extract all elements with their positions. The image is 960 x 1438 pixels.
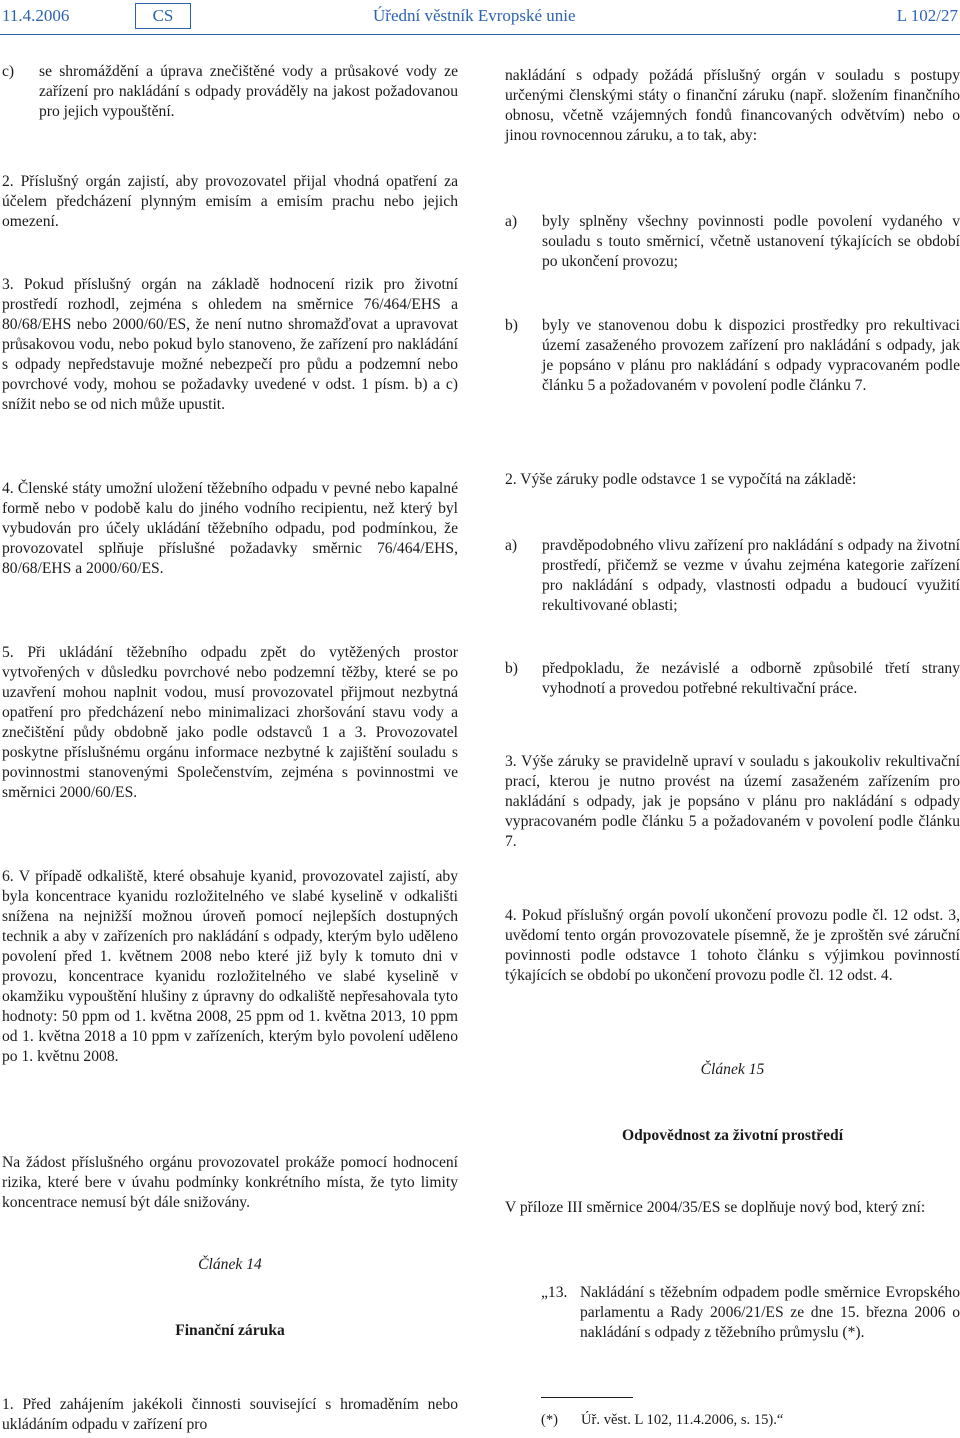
right-item-b2 [505,659,960,699]
left-paragraph-5: 5. Při ukládání těžebního odpadu zpět do vytěžených prostor vytvořených v důsledku povrchové nebo podzemní těžby, které se po uzavření mohou naplnit vodou, musí provozovatel přijmout nezbytná opatření pro předcházení nebo minimalizaci zhoršování stavu vody a znečištění půdy obdobně jako podle odstavců 1 a 3. Provozovatel poskytne příslušnému orgánu informace nezbytné k zajištění souladu s povinnostmi stanovenými Společenstvím, zejména s povinnostmi ve směrnici 2000/60/ES. [2,644,458,801]
article-14-title: Finanční záruka [175,1322,285,1339]
left-item-c [2,62,458,122]
right-item-a2 [505,536,960,616]
left-paragraph-4: 4. Členské státy umožní uložení těžebního odpadu v pevné nebo kapalné formě nebo v podobě kalu do jiného vodního recipientu, než který byl vybudován pro účely ukládání těžebního odpadu, pod podmínkou, že provozovatel splňuje příslušné požadavky směrnic 76/464/EHS, 80/68/EHS a 2000/60/ES. [2,480,458,577]
right-item-a2-label: a) [505,537,518,554]
left-paragraph-7: Na žádost příslušného orgánu provozovatel prokáže pomocí hodnocení rizika, které bere v úvahu podmínky konkrétního místa, že tyto limity koncentrace nemusí být dále snižovány. [2,1154,458,1211]
article-15-heading: Článek 15 [700,1061,765,1078]
page-header [0,0,960,34]
quoted-point-13 [505,1283,960,1343]
right-item-a [505,212,960,272]
right-paragraph-5: V příloze III směrnice 2004/35/ES se doplňuje nový bod, který zní: [505,1199,926,1216]
header-journal-title: Úřední věstník Evropské unie [373,6,576,25]
article-14-heading: Článek 14 [198,1256,262,1273]
right-item-a-label: a) [505,213,518,230]
right-item-b2-label: b) [505,660,518,677]
quoted-point-13-label: „13. [541,1284,568,1301]
footnote [505,1410,960,1430]
right-paragraph-4: 4. Pokud příslušný orgán povolí ukončení provozu podle čl. 12 odst. 3, uvědomí tento orgán provozovatele písemně, že je zproštěn své záruční povinnosti podle odstavce 1 tohoto článku s výjimkou povinností týkajících se období po ukončení provozu podle čl. 12 odst. 4. [505,907,960,984]
footnote-rule [541,1397,633,1398]
header-language-box: CS [135,3,191,29]
right-paragraph-3: 3. Výše záruky se pravidelně upraví v souladu s jakoukoliv rekultivační prací, kterou je nutno provést na území zasaženém zařízením pro nakládání s odpady, jak je popsáno v plánu pro nakládání s odpady vypracovaném podle článku 5 a požadovaném v povolení podle článku 7. [505,753,960,850]
footnote-label: (*) [541,1412,559,1428]
left-item-c-text: se shromáždění a úprava znečištěné vody a průsakové vody ze zařízení pro nakládání s odpady prováděly na jakost požadovanou pro jejich vypouštění. [39,63,458,120]
header-page-number: L 102/27 [896,6,958,25]
right-item-b-text: byly ve stanovenou dobu k dispozici prostředky pro rekultivaci území zasaženého provozem zařízení pro nakládání s odpady, jak je popsáno v plánu pro nakládání s odpady vypracovaném podle článku 5 a požadovaném v povolení podle článku 7. [542,317,960,394]
right-item-a-text: byly splněny všechny povinnosti podle povolení vydaného v souladu s touto směrnicí, včetně ustanovení týkajících se období po ukončení provozu; [542,213,960,270]
left-paragraph-3: 3. Pokud příslušný orgán na základě hodnocení rizik pro životní prostředí rozhodl, zejména s ohledem na směrnice 76/464/EHS a 80/68/EHS nebo 2000/60/ES, že není nutno shromažďovat a upravovat průsakovou vodu, nebo pokud bylo stanoveno, že zařízení pro nakládání s odpady nepředstavuje možné nebezpečí pro půdu a podzemní nebo povrchové vody, mohou se požadavky uvedené v odst. 1 písm. b) a c) snížit nebo se od nich může upustit. [2,276,458,413]
article-15-title: Odpovědnost za životní prostředí [621,1127,844,1144]
right-item-b [505,316,960,396]
left-paragraph-6: 6. V případě odkaliště, které obsahuje kyanid, provozovatel zajistí, aby byla koncentrace kyanidu rozložitelného ve slabé kyselině v odkališti snížena na nejnižší možnou úroveň pomocí nejlepších dostupných technik a aby v zařízeních pro nakládání s odpady, kterým bylo uděleno povolení před 1. květnem 2008 nebo které již byly k tomuto dni v provozu, koncentrace kyanidu rozložitelného ve slabé kyselině v okamžiku vypouštění hlušiny z úpravny do odkaliště nepřesahovala tyto hodnoty: 50 ppm od 1. května 2008, 25 ppm od 1. května 2013, 10 ppm od 1. května 2018 a 10 ppm v zařízeních, kterým bylo povolení uděleno po 1. květnu 2008. [2,868,458,1065]
right-item-b-label: b) [505,317,518,334]
left-item-c-label: c) [2,63,15,80]
header-date: 11.4.2006 [2,6,70,25]
quoted-point-13-text: Nakládání s těžebním odpadem podle směrnice Evropského parlamentu a Rady 2006/21/ES ze dne 15. března 2006 o nakládání s odpady z těžebního průmyslu (*). [580,1284,960,1341]
header-rule [0,34,960,35]
left-paragraph-8: 1. Před zahájením jakékoli činnosti související s hromaděním nebo ukládáním odpadu v zařízení pro [2,1396,458,1433]
right-item-a2-text: pravděpodobného vlivu zařízení pro nakládání s odpady na životní prostředí, přičemž se vezme v úvahu zejména kategorie zařízení pro nakládání s odpady, vlastnosti odpadu a budoucí využití rekultivované oblasti; [542,537,960,614]
left-paragraph-2: 2. Příslušný orgán zajistí, aby provozovatel přijal vhodná opatření za účelem předcházení plynným emisím a emisím prachu nebo jejich omezení. [2,173,458,230]
right-item-b2-text: předpokladu, že nezávislé a odborně způsobilé třetí strany vyhodnotí a provedou potřebné rekultivační práce. [542,660,960,697]
right-paragraph-2: 2. Výše záruky podle odstavce 1 se vypočítá na základě: [505,471,857,488]
footnote-text: Úř. věst. L 102, 11.4.2006, s. 15).“ [581,1412,784,1428]
right-paragraph-top: nakládání s odpady požádá příslušný orgán v souladu s postupy určenými členskými státy o finanční záruku (např. složením finančního obnosu, včetně vzájemných fondů financovaných odvětvím) nebo o jinou rovnocennou záruku, a to tak, aby: [505,67,960,144]
